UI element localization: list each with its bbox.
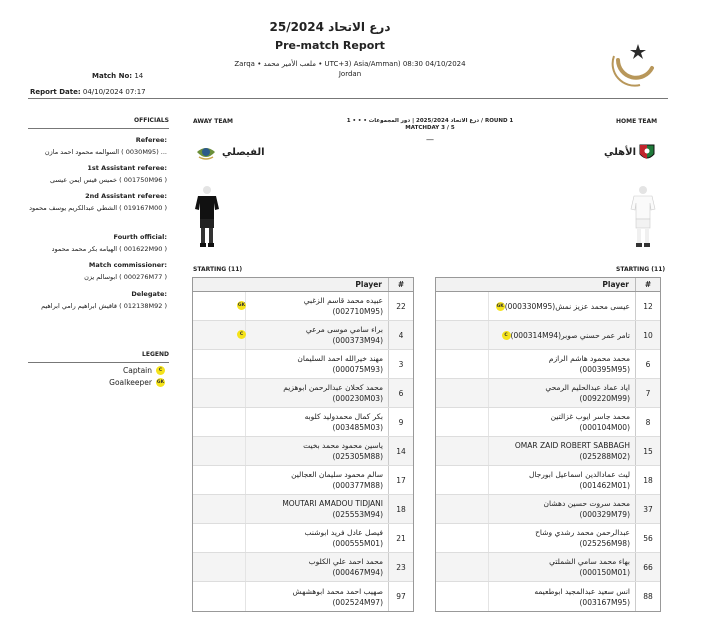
report-title: Pre-match Report — [275, 39, 385, 52]
table-row — [436, 321, 660, 350]
player-id: (002524M97) — [332, 597, 383, 607]
table-row — [436, 524, 660, 553]
table-header: Player # — [436, 278, 660, 292]
table-row — [436, 495, 660, 524]
player-name: عبيده محمد قاسم الزغبي — [303, 296, 383, 305]
shirt-number: 21 — [396, 534, 406, 543]
table-row — [436, 408, 660, 437]
player-name: سالم محمود سليمان العجالين — [291, 470, 383, 479]
shirt-number: 3 — [398, 360, 404, 369]
player-name: محمد كحلان عبدالرحمن ابوهزيم — [283, 383, 383, 392]
away-players-table — [192, 277, 414, 612]
table-row — [193, 524, 413, 553]
player-name: محمد محمود هاشم الرازم — [548, 354, 630, 363]
table-row — [193, 495, 413, 524]
player-id: (000377M88) — [332, 481, 383, 490]
player-id: (000230M03) — [332, 394, 383, 403]
player-id: (000329M79) — [579, 510, 630, 519]
table-row — [436, 379, 660, 408]
player-id: (025305M88) — [332, 452, 383, 461]
legend-heading: LEGEND — [28, 351, 169, 363]
official-delegate: Delegate: قاقيش ابراهيم رامي ابراهيم ( 012138M92 ) — [41, 290, 167, 310]
table-row — [193, 379, 413, 408]
player-name: براء سامي موسى مرعي — [305, 325, 383, 334]
player-id: (009220M99) — [579, 394, 630, 403]
shirt-number: 10 — [643, 331, 653, 340]
shirt-number: 4 — [398, 331, 404, 340]
player-id: (000467M94) — [332, 568, 383, 577]
table-header: Player # — [193, 278, 413, 292]
player-id: (000314M94) — [510, 330, 562, 340]
player-name: تامر عمر حسني صوبر — [561, 330, 630, 340]
table-row — [436, 553, 660, 582]
shirt-number: 88 — [643, 592, 653, 601]
away-kit-icon — [194, 185, 220, 251]
venue-line: Zarqa • ملعب الأمير محمد • UTC+3) Asia/Amman) 08:30 04/10/2024 — [234, 60, 466, 68]
shirt-number: 8 — [645, 418, 651, 427]
federation-logo — [610, 38, 660, 88]
player-name: ليث عمادالدين اسماعيل ابورجال — [528, 470, 630, 479]
player-name: صهيب احمد محمد ابوهشهش — [292, 586, 383, 596]
shirt-number: 18 — [643, 476, 653, 485]
table-row — [436, 437, 660, 466]
shirt-number: 97 — [396, 592, 406, 601]
player-name: مهند خيرالله احمد السليمان — [297, 354, 383, 363]
shirt-number: 23 — [396, 563, 406, 572]
shirt-number: 66 — [643, 563, 653, 572]
official-fourth: Fourth official: الهيامه بكر محمد محمود ( 001622M90 ) — [51, 233, 167, 253]
shirt-number: 18 — [396, 505, 406, 514]
player-id: (002710M95) — [332, 307, 383, 316]
table-row — [436, 582, 660, 611]
player-id: (000075M93) — [332, 365, 383, 374]
table-row — [193, 321, 413, 350]
player-id: (000373M94) — [332, 336, 383, 345]
round-info: درع الاتحاد 2025/2024 | دور المجموعات • • • 1 / ROUND 1 — [346, 118, 514, 124]
table-row — [193, 408, 413, 437]
player-id: (000150M01) — [579, 568, 630, 577]
table-row — [193, 582, 413, 611]
home-players-table — [435, 277, 661, 612]
shirt-number: 6 — [645, 360, 651, 369]
home-kit-icon — [630, 185, 656, 251]
official-1st-assistant: 1st Assistant referee: خميس قيس ايمن عيسى ( 001750M96 ) — [50, 164, 167, 184]
player-name: عبدالرحمن محمد رشدي وشاح — [535, 528, 630, 537]
legend-captain: Captain C — [60, 366, 165, 375]
table-row — [436, 292, 660, 321]
goalkeeper-badge-icon: GK — [156, 380, 165, 385]
table-row — [193, 350, 413, 379]
report-date: Report Date: 04/10/2024 07:17 — [30, 88, 146, 96]
captain-badge-icon: C — [156, 366, 165, 375]
shirt-number: 37 — [643, 505, 653, 514]
player-name: انس سعيد عبدالمجيد ابوطعيمه — [534, 586, 630, 596]
score-placeholder: — — [426, 135, 434, 144]
official-referee: Referee: السوالمه محمود احمد مازن ( 0030M95) ... — [44, 136, 167, 156]
player-name: محمد سروت حسين دهشان — [543, 499, 630, 508]
goalkeeper-badge-icon: GK — [237, 303, 246, 308]
table-row — [193, 437, 413, 466]
shirt-number: 12 — [643, 302, 653, 311]
away-team-name: الفيصلي — [222, 147, 265, 158]
table-row — [436, 466, 660, 495]
captain-badge-icon: C — [502, 331, 511, 340]
official-2nd-assistant: 2nd Assistant referee: الشطي عبدالكريم يوسف محمود ( 019167M00 ) — [29, 192, 167, 212]
home-team-label: HOME TEAM — [616, 118, 658, 125]
table-row — [193, 466, 413, 495]
shirt-number: 22 — [396, 302, 406, 311]
player-name: عيسى محمد عزيز نمش — [555, 301, 630, 311]
player-name: بكر كمال محمدوليد كلوبه — [304, 412, 383, 421]
player-id: (003167M95) — [579, 597, 630, 607]
player-name: MOUTARI AMADOU TIDJANI — [282, 499, 383, 508]
player-id: (001462M01) — [579, 481, 630, 490]
matchday-info: MATCHDAY 3 / 5 — [405, 125, 455, 131]
title-arabic: درع الاتحاد 25/2024 — [269, 20, 391, 34]
captain-badge-icon: C — [237, 330, 246, 339]
country: Jordan — [338, 70, 362, 78]
home-starting-label: STARTING (11) — [616, 266, 666, 273]
player-name: OMAR ZAID ROBERT SABBAGH — [514, 441, 630, 450]
table-row — [193, 292, 413, 321]
table-row — [193, 553, 413, 582]
header-divider — [28, 98, 668, 99]
table-row — [436, 350, 660, 379]
officials-heading: OFFICIALS — [28, 117, 169, 129]
player-id: (000330M95) — [504, 301, 556, 311]
shirt-number: 15 — [643, 447, 653, 456]
player-id: (000555M01) — [332, 539, 383, 548]
home-crest-icon — [636, 142, 658, 164]
player-id: (003485M03) — [332, 423, 383, 432]
player-id: (025288M02) — [579, 452, 630, 461]
player-id: (025553M94) — [332, 510, 383, 519]
shirt-number: 17 — [396, 476, 406, 485]
player-name: ياسين محمود محمد بخيت — [303, 441, 383, 450]
away-team-label: AWAY TEAM — [193, 118, 234, 125]
goalkeeper-badge-icon: GK — [496, 303, 504, 309]
player-id: (000104M00) — [579, 423, 630, 432]
shirt-number: 9 — [398, 418, 404, 427]
shirt-number: 7 — [645, 389, 651, 398]
player-name: اياد عماد عبدالحليم الرمحي — [545, 383, 630, 392]
player-name: محمد جاسر ايوب غزالتين — [550, 412, 630, 421]
official-commissioner: Match commissioner: ابوسالم يزن ( 000276M77 ) — [84, 261, 167, 281]
player-id: (025256M98) — [579, 539, 630, 548]
legend-goalkeeper: Goalkeeper GK — [109, 378, 165, 387]
shirt-number: 56 — [643, 534, 653, 543]
away-crest-icon — [195, 142, 217, 164]
player-name: فيصل عادل فريد ابوشنب — [304, 528, 383, 537]
player-id: (000395M95) — [579, 365, 630, 374]
match-number: Match No: 14 — [92, 72, 144, 80]
shirt-number: 14 — [396, 447, 406, 456]
home-team-name: الأهلي — [603, 147, 636, 158]
shirt-number: 6 — [398, 389, 404, 398]
player-name: بهاء محمد سامي الشملتي — [549, 557, 630, 566]
away-starting-label: STARTING (11) — [193, 266, 243, 273]
player-name: محمد احمد علي الكلوب — [308, 557, 383, 566]
